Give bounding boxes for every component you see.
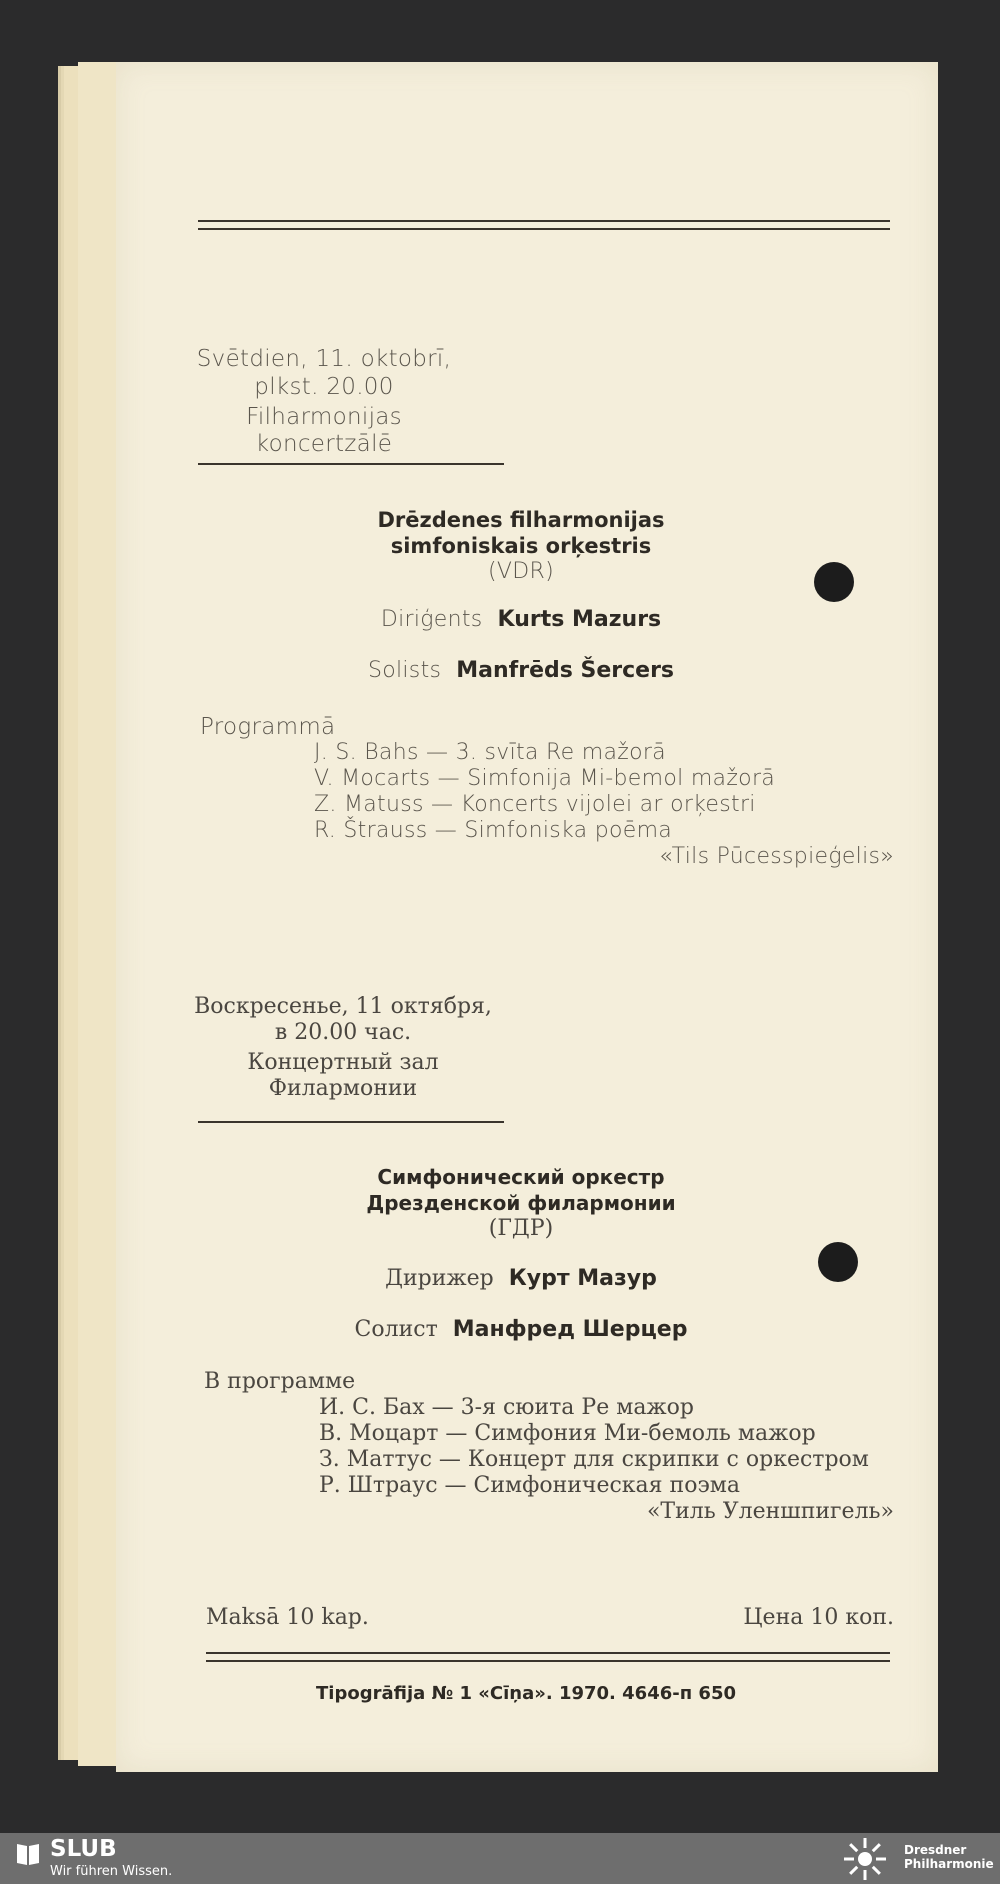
- ru-time-line: в 20.00 час.: [274, 1020, 412, 1045]
- lv-program-item: J. S. Bahs — 3. svīta Re mažorā: [314, 740, 666, 765]
- lv-program-item: Z. Matuss — Koncerts vijolei ar orķestri: [314, 792, 756, 817]
- ru-conductor-line: [266, 1266, 776, 1292]
- ru-orchestra-line: Дрезденской филармонии: [366, 1191, 676, 1215]
- lv-soloist-label: Solists: [367, 658, 442, 683]
- lv-program-item: V. Mocarts — Simfonija Mi-bemol mažorā: [314, 766, 776, 791]
- lv-conductor-line: [266, 607, 776, 633]
- lv-orchestra-line: simfoniskais orķestris: [390, 534, 652, 558]
- ru-venue-rule: [198, 1121, 504, 1123]
- ru-program-item: З. Маттус — Концерт для скрипки с оркестром: [319, 1447, 869, 1472]
- philharmonie-logo-icon: [842, 1836, 888, 1882]
- ru-orchestra-line: Симфонический оркестр: [377, 1165, 665, 1189]
- lv-soloist-name: Manfrēds Šercers: [456, 658, 675, 683]
- lv-time-line: plkst. 20.00: [254, 374, 394, 400]
- punch-hole: [818, 1242, 858, 1282]
- price-russian: Цена 10 коп.: [743, 1605, 894, 1630]
- lv-orchestra-country: (VDR): [488, 559, 554, 584]
- lv-conductor-label: Diriģents: [380, 607, 483, 632]
- ru-orchestra-country: (ГДР): [488, 1216, 554, 1241]
- lv-orchestra-line: Drēzdenes filharmonijas: [377, 508, 665, 532]
- lv-venue-line: koncertzālē: [255, 431, 393, 457]
- price-latvian: Maksā 10 kap.: [206, 1605, 369, 1630]
- ru-soloist-label: Солист: [354, 1317, 438, 1342]
- philharmonie-brand-line: Dresdner: [904, 1843, 967, 1857]
- lv-conductor-name: Kurts Mazurs: [497, 607, 662, 632]
- ru-venue-line: Концертный зал: [247, 1050, 439, 1075]
- lv-soloist-line: [266, 658, 776, 684]
- lv-venue-line: Filharmonijas: [246, 404, 402, 430]
- lv-program-continuation: «Tils Pūcesspieģelis»: [659, 844, 894, 869]
- slub-tagline: Wir führen Wissen.: [50, 1864, 173, 1879]
- lv-venue-rule: [198, 463, 504, 465]
- ru-program-item: В. Моцарт — Симфония Ми-бемоль мажор: [319, 1421, 816, 1446]
- ru-conductor-label: Дирижер: [385, 1266, 494, 1291]
- program-page: [116, 62, 938, 1772]
- ru-soloist-name: Манфред Шерцер: [452, 1317, 688, 1342]
- ru-date-line: Воскресенье, 11 октября,: [194, 994, 492, 1019]
- slub-brand: SLUB: [50, 1836, 117, 1862]
- ru-program-continuation: «Тиль Уленшпигель»: [646, 1499, 894, 1524]
- top-double-rule: [198, 220, 890, 230]
- ru-soloist-line: [266, 1317, 776, 1343]
- bottom-double-rule: [206, 1652, 890, 1662]
- philharmonie-brand-line: Philharmonie: [904, 1857, 994, 1871]
- ru-conductor-name: Курт Мазур: [508, 1266, 657, 1291]
- ru-program-label: В программе: [204, 1369, 356, 1394]
- book-icon: [14, 1840, 42, 1868]
- punch-hole: [814, 562, 854, 602]
- ru-program-item: Р. Штраус — Симфоническая поэма: [319, 1473, 740, 1498]
- lv-program-label: Programmā: [200, 714, 336, 740]
- printer-line: Tipogrāfija № 1 «Cīņa». 1970. 4646-п 650: [316, 1683, 736, 1704]
- viewer-footer-bar: [0, 1833, 1000, 1884]
- philharmonie-brand: [904, 1843, 994, 1871]
- ru-program-item: И. С. Бах — 3-я сюита Ре мажор: [319, 1395, 694, 1420]
- ru-venue-line: Филармонии: [268, 1076, 418, 1101]
- lv-program-item: R. Štrauss — Simfoniska poēma: [314, 818, 673, 843]
- lv-date-line: Svētdien, 11. oktobrī,: [196, 346, 452, 372]
